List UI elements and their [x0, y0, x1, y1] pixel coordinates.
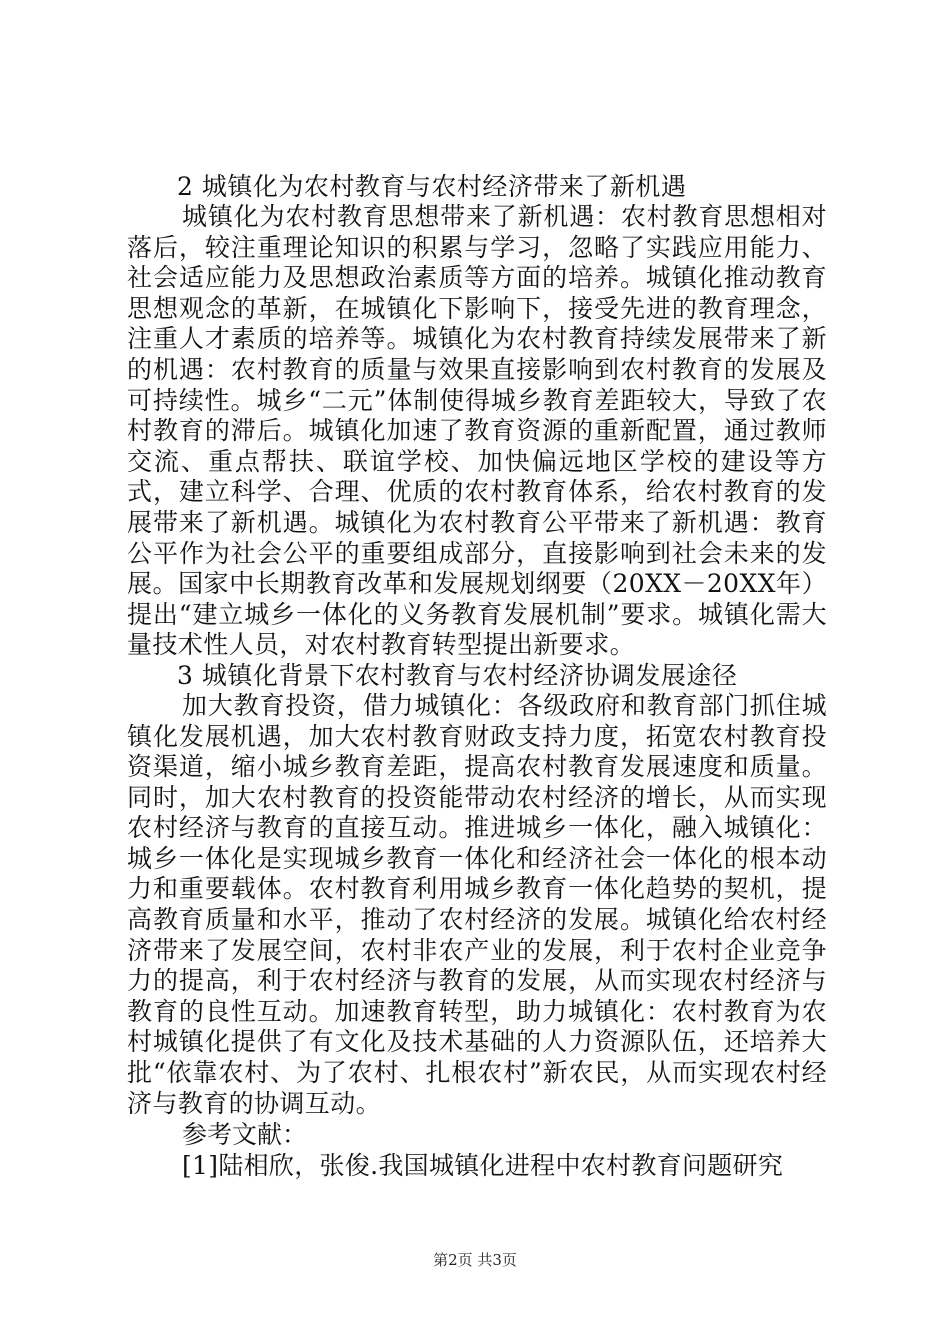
page-number-footer: 第2页 共3页: [433, 1251, 517, 1269]
document-body: [127, 172, 827, 1181]
section-2-paragraph: 城镇化为农村教育思想带来了新机遇：农村教育思想相对落后，较注重理论知识的积累与学习，忽略了实践应用能力、社会适应能力及思想政治素质等方面的培养。城镇化推动教育思想观念的革新，在城镇化下影响下，接受先进的教育理念，注重人才素质的培养等。城镇化为农村教育持续发展带来了新的机遇：农村教育的质量与效果直接影响到农村教育的发展及可持续性。城乡“二元”体制使得城乡教育差距较大，导致了农村教育的滞后。城镇化加速了教育资源的重新配置，通过教师交流、重点帮扶、联谊学校、加快偏远地区学校的建设等方式，建立科学、合理、优质的农村教育体系，给农村教育的发展带来了新机遇。城镇化为农村教育公平带来了新机遇：教育公平作为社会公平的重要组成部分，直接影响到社会未来的发展。国家中长期教育改革和发展规划纲要（20XX－20XX年）提出“建立城乡一体化的义务教育发展机制”要求。城镇化需大量技术性人员，对农村教育转型提出新要求。: [127, 202, 827, 660]
section-3-paragraph: 加大教育投资，借力城镇化：各级政府和教育部门抓住城镇化发展机遇，加大农村教育财政支持力度，拓宽农村教育投资渠道，缩小城乡教育差距，提高农村教育发展速度和质量。同时，加大农村教育的投资能带动农村经济的增长，从而实现农村经济与教育的直接互动。推进城乡一体化，融入城镇化：城乡一体化是实现城乡教育一体化和经济社会一体化的根本动力和重要载体。农村教育利用城乡教育一体化趋势的契机，提高教育质量和水平，推动了农村经济的发展。城镇化给农村经济带来了发展空间，农村非农产业的发展，利于农村企业竞争力的提高，利于农村经济与教育的发展，从而实现农村经济与教育的良性互动。加速教育转型，助力城镇化：农村教育为农村城镇化提供了有文化及技术基础的人力资源队伍，还培养大批“依靠农村、为了农村、扎根农村”新农民，从而实现农村经济与教育的协调互动。: [127, 690, 827, 1118]
reference-item-1: [1]陆相欣，张俊.我国城镇化进程中农村教育问题研究: [182, 1151, 784, 1181]
section-2-heading: 2 城镇化为农村教育与农村经济带来了新机遇: [177, 172, 687, 201]
section-3-heading: 3 城镇化背景下农村教育与农村经济协调发展途径: [177, 660, 738, 690]
references-label: 参考文献：: [182, 1120, 308, 1150]
